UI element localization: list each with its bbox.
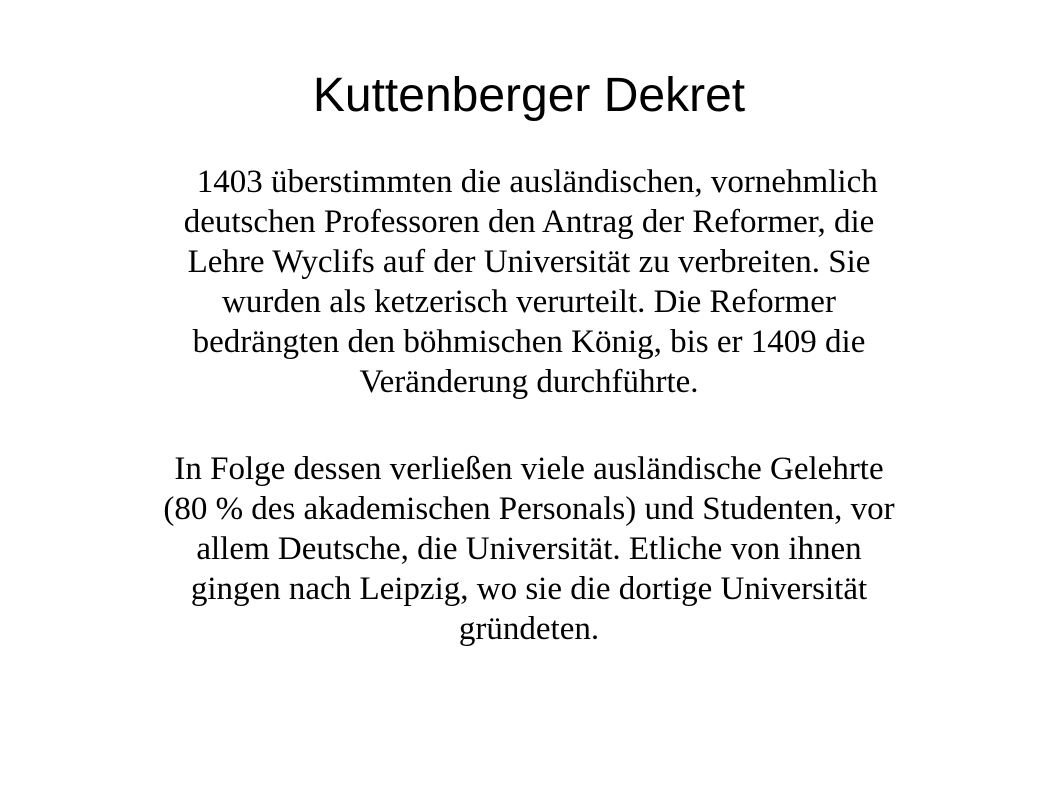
- text-line: 1403 überstimmten die ausländischen, vornehmlich: [180, 164, 878, 200]
- paragraph-consequences: [40, 449, 1018, 649]
- text-line: wurden als ketzerisch verurteilt. Die Reformer: [222, 284, 836, 320]
- text-line: gründeten.: [458, 611, 600, 647]
- text-line: gingen nach Leipzig, wo sie die dortige Universität: [190, 571, 868, 607]
- paragraph-decree: [40, 162, 1018, 402]
- text-line: In Folge dessen verließen viele ausländische Gelehrte: [174, 451, 884, 487]
- text-line: Lehre Wyclifs auf der Universität zu verbreiten. Sie: [187, 244, 871, 280]
- paragraph-spacer: [40, 402, 1018, 449]
- slide-body: [40, 162, 1018, 649]
- text-line: allem Deutsche, die Universität. Etliche von ihnen: [196, 531, 862, 567]
- text-line: (80 % des akademischen Personals) und Studenten, vor: [163, 491, 895, 527]
- text-line: deutschen Professoren den Antrag der Reformer, die: [183, 204, 875, 240]
- text-line: bedrängten den böhmischen König, bis er 1409 die: [192, 324, 866, 360]
- slide-title: Kuttenberger Dekret: [312, 69, 746, 122]
- text-line: Veränderung durchführte.: [359, 364, 699, 400]
